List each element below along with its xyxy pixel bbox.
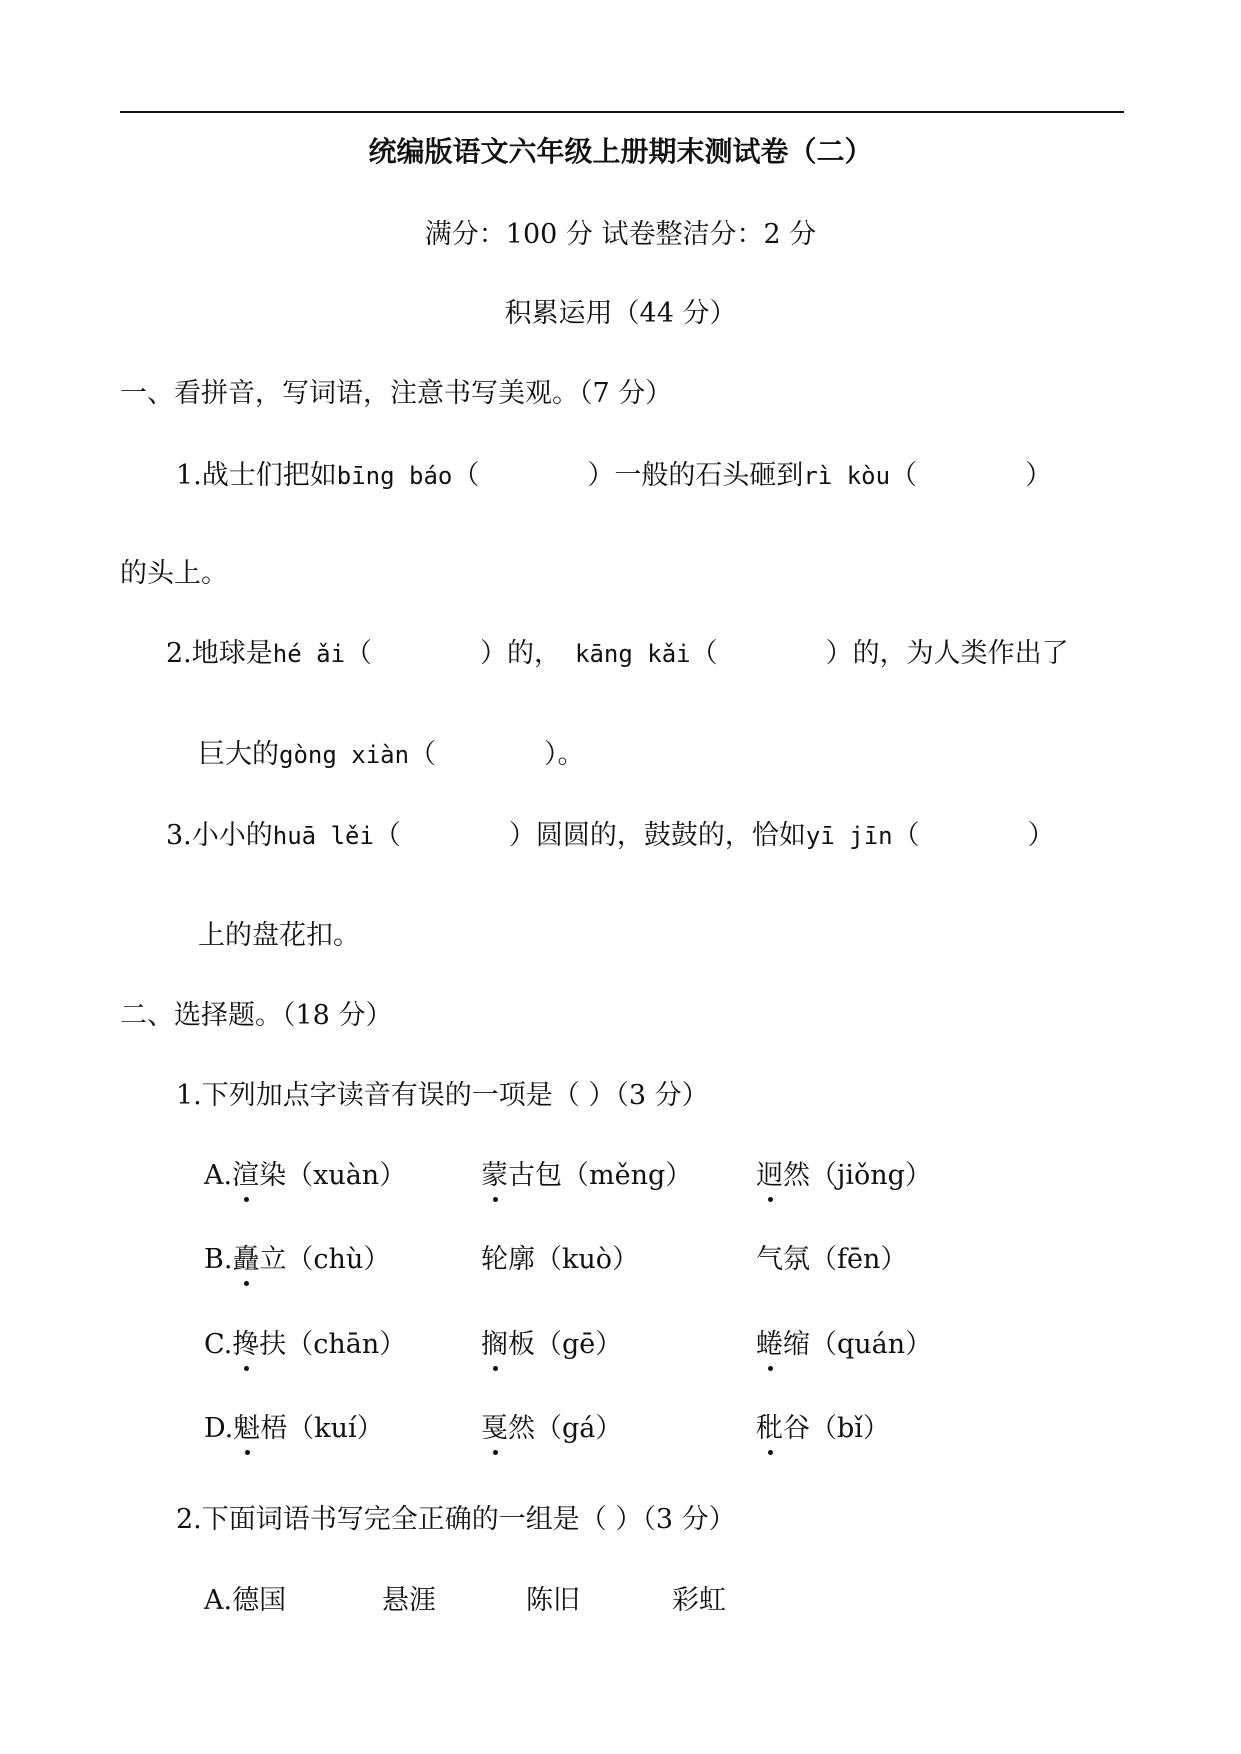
paren-open: （ [373, 820, 401, 851]
q2-heading: 二、选择题。（18 分） [120, 1000, 393, 1031]
q1-s3-pinyin-2: yī jīn [805, 822, 893, 850]
emphasized-character: 蜷 [756, 1327, 783, 1363]
option-label: A. [204, 1585, 233, 1616]
option-row-0-col-1[interactable] [204, 1158, 406, 1194]
q1-s3-text-b: ）圆圆的，鼓鼓的，恰如 [508, 820, 806, 851]
paren-open: （ [890, 460, 918, 491]
q1-s3-pinyin-1: huā lěi [272, 822, 374, 850]
option-row-1-col-2[interactable] [481, 1242, 639, 1278]
q1-sentence-3 [166, 818, 1055, 854]
emphasized-character: 矗 [232, 1242, 259, 1278]
option-word: 陈旧 [526, 1585, 580, 1616]
emphasized-character: 蒙 [481, 1158, 508, 1194]
q2-item2-option-a[interactable] [204, 1583, 286, 1619]
q1-sentence-2 [166, 636, 1069, 672]
option-label: A. [204, 1160, 233, 1191]
q1-s1-pinyin-1: bīng báo [336, 462, 453, 490]
q1-s1-text-b: ）一般的石头砸到 [587, 460, 804, 491]
paren-open: （ [892, 820, 920, 851]
q1-s2-pinyin-3: gòng xiàn [279, 741, 410, 769]
option-text: 然（jiǒng） [783, 1160, 932, 1191]
option-text: 谷（bǐ） [783, 1413, 890, 1444]
emphasized-character: 魁 [233, 1411, 260, 1447]
q1-s1-pinyin-2: rì kòu [803, 462, 891, 490]
paren-open: （ [345, 638, 373, 669]
q1-s2-text-e: ）。 [544, 739, 585, 770]
option-text: 古包（měng） [508, 1160, 693, 1191]
q2-item1-stem: 1.下列加点字读音有误的一项是（ ）（3 分） [176, 1080, 709, 1111]
q1-s2-text-c: ）的，为人类作出了 [825, 638, 1069, 669]
option-text: 梧（kuí） [260, 1413, 384, 1444]
option-row-0-col-2[interactable] [481, 1158, 692, 1194]
top-rule [120, 111, 1124, 113]
q2-item2-stem: 2.下面词语书写完全正确的一组是（ ）（3 分） [176, 1504, 736, 1535]
option-text: 扶（chān） [259, 1329, 407, 1360]
q1-s2-text-b: ）的， [480, 638, 562, 669]
paren-close: ） [1025, 460, 1053, 491]
option-row-3-col-1[interactable] [204, 1411, 384, 1447]
option-text: 缩（quán） [783, 1329, 933, 1360]
option-row-3-col-2[interactable] [481, 1411, 622, 1447]
exam-title: 统编版语文六年级上册期末测试卷（二） [368, 135, 873, 168]
option-word: 彩虹 [672, 1585, 726, 1616]
option-text: 染（xuàn） [259, 1160, 407, 1191]
q1-s2-text-a: 2.地球是 [166, 638, 273, 669]
q1-s3-continuation: 上的盘花扣。 [198, 920, 360, 951]
option-text: 轮廓（kuò） [481, 1244, 640, 1275]
option-row-3-col-3[interactable] [756, 1411, 890, 1447]
option-label: D. [204, 1413, 234, 1444]
emphasized-character: 搀 [232, 1327, 259, 1363]
emphasized-character: 秕 [756, 1411, 783, 1447]
option-label: B. [204, 1244, 233, 1275]
q1-s2-pinyin-2: kāng kǎi [575, 640, 691, 668]
option-row-0-col-3[interactable] [756, 1158, 932, 1194]
q1-s2-continuation [198, 737, 585, 773]
option-text: 板（gē） [508, 1329, 623, 1360]
option-row-2-col-1[interactable] [204, 1327, 406, 1363]
emphasized-character: 渲 [232, 1158, 259, 1194]
option-text: 立（chù） [259, 1244, 391, 1275]
section-title: 积累运用（44 分） [504, 298, 737, 329]
q1-sentence-1 [176, 458, 1052, 494]
option-row-1-col-3[interactable] [756, 1242, 907, 1278]
paren-open: （ [452, 460, 480, 491]
emphasized-character: 迥 [756, 1158, 783, 1194]
emphasized-character: 戛 [481, 1411, 508, 1447]
paren-open: （ [690, 638, 718, 669]
q1-s2-text-d: 巨大的 [198, 739, 279, 770]
score-line: 满分：100 分 试卷整洁分：2 分 [424, 219, 817, 250]
option-text: 然（gá） [508, 1413, 623, 1444]
option-text: 气氛（fēn） [756, 1244, 908, 1275]
paren-close: ） [1027, 820, 1055, 851]
option-row-2-col-2[interactable] [481, 1327, 622, 1363]
q1-s3-text-a: 3.小小的 [166, 820, 273, 851]
option-word: 悬涯 [382, 1585, 436, 1616]
paren-open: （ [409, 739, 437, 770]
option-label: C. [204, 1329, 233, 1360]
option-row-2-col-3[interactable] [756, 1327, 932, 1363]
option-row-1-col-1[interactable] [204, 1242, 390, 1278]
q1-heading: 一、看拼音，写词语，注意书写美观。（7 分） [120, 378, 673, 409]
emphasized-character: 搁 [481, 1327, 508, 1363]
option-word: 德国 [232, 1585, 287, 1616]
q1-s1-text-a: 1.战士们把如 [176, 460, 337, 491]
q1-s1-continuation: 的头上。 [120, 558, 228, 589]
q1-s2-pinyin-1: hé ǎi [272, 640, 346, 668]
